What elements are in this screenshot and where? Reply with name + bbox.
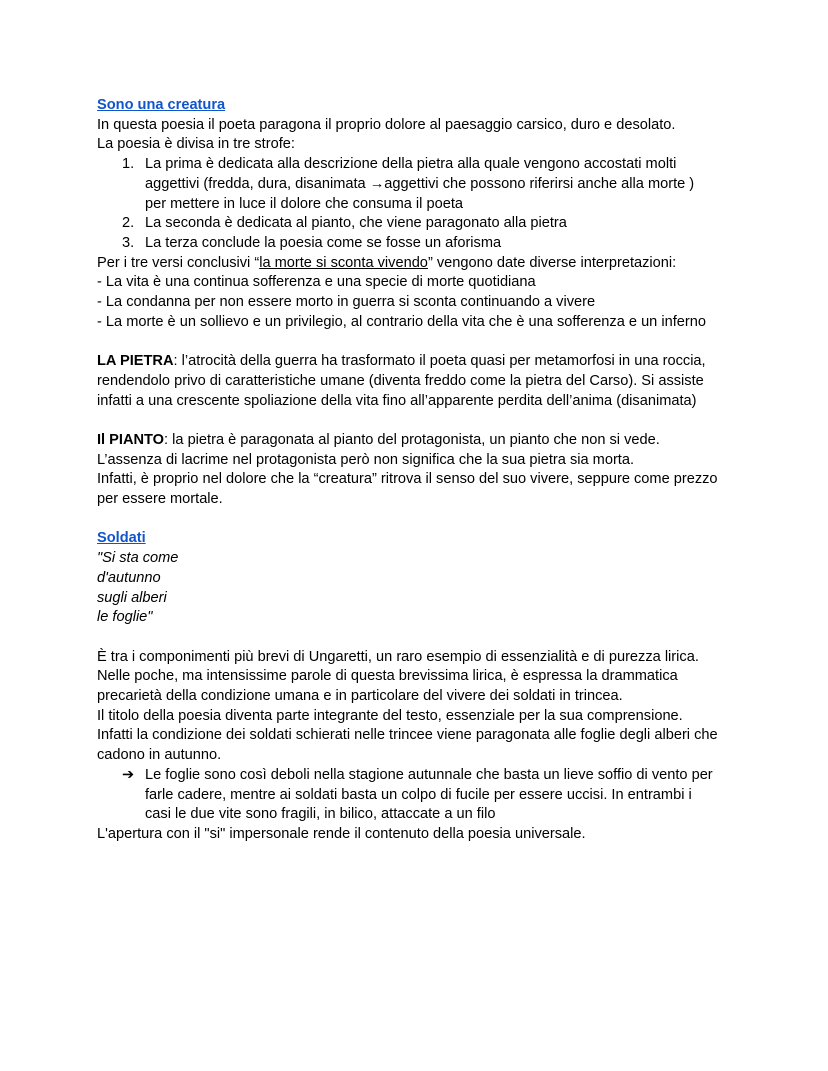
pietra-paragraph-first-line bbox=[97, 352, 737, 372]
numbered-list-item bbox=[97, 214, 737, 234]
paragraph-line: Infatti la condizione dei soldati schierati nelle trincee viene paragonata alle foglie degli alberi che bbox=[97, 727, 718, 744]
paragraph-line: per essere mortale. bbox=[97, 491, 223, 508]
spacer bbox=[97, 628, 737, 648]
paragraph-line: Infatti, è proprio nel dolore che la “creatura” ritrova il senso del suo vivere, seppure come prezzo bbox=[97, 471, 718, 488]
paragraph-line: cadono in autunno. bbox=[97, 747, 222, 764]
bullet-line: Le foglie sono così deboli nella stagione autunnale che basta un lieve soffio di vento per bbox=[145, 766, 713, 783]
paragraph-line: È tra i componimenti più brevi di Ungaretti, un raro esempio di essenzialità e di purezza lirica. bbox=[97, 648, 699, 665]
interp-prefix: Per i tre versi conclusivi “ bbox=[97, 254, 260, 271]
interpretation-item: - La morte è un sollievo e un privilegio, al contrario della vita che è una sofferenza e un inferno bbox=[97, 313, 706, 330]
pietra-label: LA PIETRA bbox=[97, 353, 174, 370]
interpretation-item: - La vita è una continua sofferenza e una specie di morte quotidiana bbox=[97, 274, 536, 291]
list-item-line: La seconda è dedicata al pianto, che viene paragonato alla pietra bbox=[145, 215, 567, 232]
section-heading-soldati[interactable]: Soldati bbox=[97, 530, 146, 547]
list-item-line: La terza conclude la poesia come se fosse un aforisma bbox=[145, 234, 502, 251]
paragraph-line: precarietà della condizione umana e in particolare del vivere dei soldati in trincea. bbox=[97, 688, 623, 705]
numbered-list-item bbox=[97, 155, 737, 214]
paragraph-line: infatti a una crescente spoliazione della vita fino all’apparente perdita dell’anima (disanimata) bbox=[97, 392, 697, 409]
interp-suffix: ” vengono date diverse interpretazioni: bbox=[427, 254, 677, 271]
bullet-line: casi le due vite sono fragili, in bilico, attaccate a un filo bbox=[145, 806, 496, 823]
pianto-label: Il PIANTO bbox=[97, 431, 165, 448]
paragraph-text: : la pietra è paragonata al pianto del protagonista, un pianto che non si vede. bbox=[164, 431, 660, 448]
list-item-line: La prima è dedicata alla descrizione della pietra alla quale vengono accostati molti bbox=[145, 156, 677, 173]
arrow-bullet-item bbox=[97, 766, 737, 825]
spacer bbox=[97, 332, 737, 352]
section-heading-sono-una-creatura[interactable]: Sono una creatura bbox=[97, 97, 226, 113]
pianto-paragraph-first-line bbox=[97, 431, 737, 451]
spacer bbox=[97, 510, 737, 530]
list-item-line: aggettivi (fredda, dura, disanimata →aggettivi che possono riferirsi anche alla morte ) bbox=[145, 175, 695, 192]
list-number: 1. bbox=[122, 156, 135, 173]
poem-line: "Si sta come bbox=[97, 550, 179, 567]
paragraph-line: In questa poesia il poeta paragona il proprio dolore al paesaggio carsico, duro e desolato. bbox=[97, 116, 676, 133]
paragraph-line: La poesia è divisa in tre strofe: bbox=[97, 136, 295, 153]
paragraph-line: rendendolo privo di caratteristiche umane (diventa freddo come la pietra del Carso). Si assiste bbox=[97, 372, 704, 389]
interpretation-item: - La condanna per non essere morto in guerra si sconta continuando a vivere bbox=[97, 294, 596, 311]
document-page bbox=[97, 96, 737, 845]
bullet-line: farle cadere, mentre ai soldati basta un colpo di fucile per essere uccisi. In entrambi i bbox=[145, 786, 692, 803]
spacer bbox=[97, 411, 737, 431]
arrow-bullet-icon: ➔ bbox=[122, 766, 135, 783]
list-number: 3. bbox=[122, 234, 135, 251]
numbered-list-item bbox=[97, 234, 737, 254]
paragraph-line: Nelle poche, ma intensissime parole di questa brevissima lirica, è espressa la drammatica bbox=[97, 668, 678, 685]
list-number: 2. bbox=[122, 215, 135, 232]
poem-line: le foglie" bbox=[97, 609, 153, 626]
interpretations-intro bbox=[97, 254, 737, 274]
paragraph-line: L’assenza di lacrime nel protagonista però non significa che la sua pietra sia morta. bbox=[97, 451, 635, 468]
paragraph-text: : l’atrocità della guerra ha trasformato il poeta quasi per metamorfosi in una roccia, bbox=[173, 353, 706, 370]
paragraph-line: Il titolo della poesia diventa parte integrante del testo, essenziale per la sua comprensione. bbox=[97, 707, 683, 724]
poem-line: d'autunno bbox=[97, 569, 161, 586]
list-item-line: per mettere in luce il dolore che consuma il poeta bbox=[145, 195, 463, 212]
poem-line: sugli alberi bbox=[97, 589, 167, 606]
closing-line: L'apertura con il "si" impersonale rende il contenuto della poesia universale. bbox=[97, 825, 586, 842]
quoted-verse: la morte si sconta vivendo bbox=[259, 254, 428, 271]
